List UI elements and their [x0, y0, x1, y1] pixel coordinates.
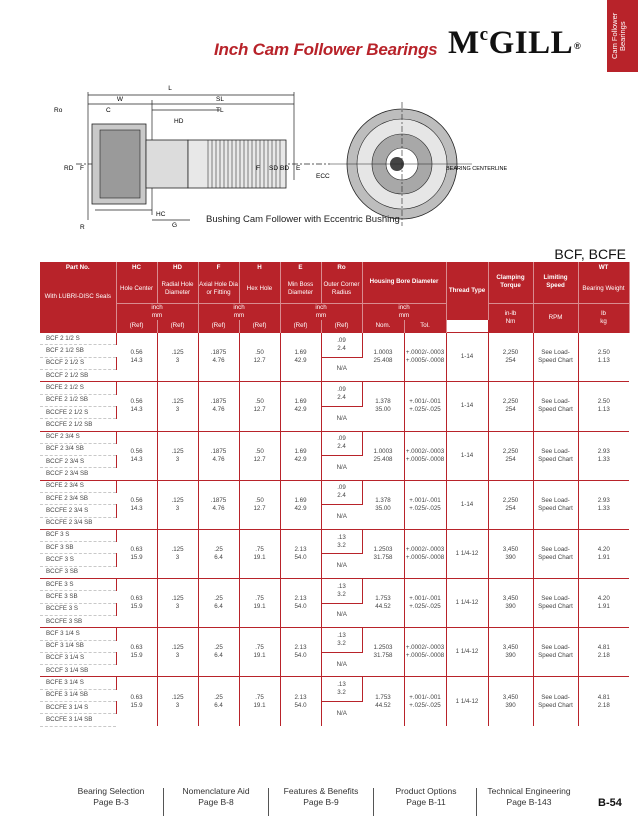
footer-link[interactable]: [165, 786, 267, 820]
unit-hc-hd: inch mm: [116, 303, 198, 320]
cell-h: .50 12.7: [239, 431, 280, 480]
cell-nom: 1.378 35.00: [362, 480, 404, 529]
table-row: [40, 628, 629, 640]
logo-m: M: [448, 25, 480, 61]
cell-nom: 1.0003 25.408: [362, 431, 404, 480]
table-row: [40, 677, 629, 689]
cell-weight: 4.81 2.18: [578, 628, 629, 677]
cell-nom: 1.0003 25.408: [362, 333, 404, 382]
label-w: W: [116, 96, 124, 103]
footer-link-page: Page B-3: [93, 797, 129, 808]
part-number: BCFE 2 3/4 SB: [40, 492, 116, 504]
part-number: BCCF 3 1/4 S: [40, 652, 116, 664]
unit-weight: lb kg: [578, 303, 629, 333]
cell-weight: 4.20 1.91: [578, 579, 629, 628]
cell-ro-na: N/A: [336, 660, 347, 668]
part-number: BCFE 2 3/4 S: [40, 480, 116, 492]
unit-e-ro: inch mm: [280, 303, 362, 320]
part-number: BCF 3 SB: [40, 542, 116, 554]
cell-e: 1.69 42.9: [280, 333, 321, 382]
cell-e: 1.69 42.9: [280, 382, 321, 431]
cell-hc: 0.63 15.9: [116, 677, 157, 726]
cell-hc: 0.63 15.9: [116, 628, 157, 677]
label-c: C: [106, 107, 111, 114]
part-number: BCCF 2 1/2 S: [40, 357, 116, 369]
part-number: BCF 2 1/2 SB: [40, 345, 116, 357]
table-row: [40, 579, 629, 591]
cell-ro-na: N/A: [336, 611, 347, 619]
label-rd: RD: [64, 165, 74, 172]
part-number: BCFE 3 1/4 SB: [40, 689, 116, 701]
cell-h: .75 19.1: [239, 628, 280, 677]
part-number: BCCF 2 3/4 S: [40, 456, 116, 468]
unit-speed: RPM: [533, 303, 578, 333]
cell-thread: 1-14: [446, 480, 488, 529]
page-title: Inch Cam Follower Bearings: [214, 40, 438, 59]
cell-hd: .125 3: [157, 382, 198, 431]
cell-hd: .125 3: [157, 480, 198, 529]
cell-nom: 1.378 35.00: [362, 382, 404, 431]
part-number: BCCFE 3 1/4 S: [40, 702, 116, 714]
cell-hd: .125 3: [157, 431, 198, 480]
cell-hd: .125 3: [157, 628, 198, 677]
part-note: With LUBRI-DISC Seals: [40, 275, 116, 320]
cell-h: .50 12.7: [239, 333, 280, 382]
cell-torque: 3,450 390: [488, 579, 533, 628]
part-number: BCF 3 1/4 SB: [40, 640, 116, 652]
cell-weight: 2.93 1.33: [578, 431, 629, 480]
label-f-left: F: [80, 165, 84, 172]
cell-tol: +.0002/-.0003 +.0005/-.0008: [404, 333, 446, 382]
cell-f: .1875 4.76: [198, 382, 239, 431]
series-title: BCF, BCFE: [554, 246, 626, 262]
cell-ro-na: N/A: [336, 562, 347, 570]
logo-c: c: [479, 24, 489, 45]
footer-nav: [60, 786, 580, 820]
cell-ro-na: N/A: [336, 463, 347, 471]
part-number: BCCFE 3 SB: [40, 615, 116, 627]
label-tl: TL: [216, 107, 224, 114]
cell-thread: 1 1/4-12: [446, 579, 488, 628]
footer-link[interactable]: [375, 786, 477, 820]
part-number: BCFE 3 SB: [40, 591, 116, 603]
cell-nom: 1.2503 31.758: [362, 628, 404, 677]
cell-thread: 1-14: [446, 382, 488, 431]
ref-h: (Ref): [239, 320, 280, 333]
cell-hd: .125 3: [157, 333, 198, 382]
cell-ro: .09 2.4: [321, 480, 362, 505]
col-speed: Limiting Speed: [533, 262, 578, 303]
label-e: E: [296, 165, 301, 172]
col-thread: Thread Type: [446, 262, 488, 320]
label-sl: SL: [216, 96, 224, 103]
col-hc: HC: [116, 262, 157, 275]
cell-e: 2.13 54.0: [280, 628, 321, 677]
cell-hc: 0.56 14.3: [116, 382, 157, 431]
cell-f: .25 6.4: [198, 579, 239, 628]
cell-hd: .125 3: [157, 579, 198, 628]
cell-e: 1.69 42.9: [280, 431, 321, 480]
part-number: BCCF 3 SB: [40, 566, 116, 578]
cell-torque: 3,450 390: [488, 628, 533, 677]
part-number: BCCFE 2 1/2 SB: [40, 419, 116, 431]
footer-link-title: Nomenclature Aid: [182, 786, 250, 796]
part-number: BCCFE 2 1/2 S: [40, 406, 116, 418]
cell-ro-na: N/A: [336, 365, 347, 373]
table-row: [40, 382, 629, 394]
cell-hc: 0.56 14.3: [116, 480, 157, 529]
label-hc: HC: [156, 211, 166, 218]
cell-f: .25 6.4: [198, 529, 239, 578]
footer-link[interactable]: [270, 786, 372, 820]
cell-f: .1875 4.76: [198, 333, 239, 382]
cell-torque: 2,250 254: [488, 431, 533, 480]
footer-link-title: Features & Benefits: [283, 786, 359, 796]
label-g: G: [172, 222, 178, 229]
cell-speed: See Load- Speed Chart: [533, 628, 578, 677]
cell-tol: +.0002/-.0003 +.0005/-.0008: [404, 529, 446, 578]
cell-torque: 3,450 390: [488, 529, 533, 578]
cell-h: .75 19.1: [239, 529, 280, 578]
cell-ro: .13 3.2: [321, 628, 362, 653]
cell-nom: 1.2503 31.758: [362, 529, 404, 578]
cell-torque: 3,450 390: [488, 677, 533, 726]
footer-link-page: Page B-8: [198, 797, 234, 808]
table-row: [40, 480, 629, 492]
cell-ro-na: N/A: [336, 710, 347, 718]
cell-hc: 0.56 14.3: [116, 333, 157, 382]
footer-divider: [476, 788, 477, 816]
part-number: BCCF 2 1/2 SB: [40, 370, 116, 382]
page-number: B-54: [598, 797, 622, 809]
cell-speed: See Load- Speed Chart: [533, 529, 578, 578]
cell-weight: 4.20 1.91: [578, 529, 629, 578]
cell-hc: 0.56 14.3: [116, 431, 157, 480]
part-number: BCCF 3 1/4 SB: [40, 665, 116, 677]
cell-e: 2.13 54.0: [280, 677, 321, 726]
hdr-hd: Radial Hole Diameter: [157, 275, 198, 303]
col-housing: Housing Bore Diameter: [362, 262, 446, 303]
hdr-e: Min Boss Diameter: [280, 275, 321, 303]
part-number: BCF 2 3/4 SB: [40, 443, 116, 455]
col-part: Part No.: [40, 262, 116, 275]
part-number: BCFE 2 1/2 S: [40, 382, 116, 394]
cell-thread: 1 1/4-12: [446, 529, 488, 578]
cell-f: .25 6.4: [198, 677, 239, 726]
bearing-diagram: [40, 80, 510, 230]
part-number: BCCF 3 S: [40, 554, 116, 566]
cell-speed: See Load- Speed Chart: [533, 677, 578, 726]
cell-h: .50 12.7: [239, 382, 280, 431]
ref-nom: Nom.: [362, 320, 404, 333]
col-h: H: [239, 262, 280, 275]
cell-thread: 1-14: [446, 333, 488, 382]
cell-speed: See Load- Speed Chart: [533, 382, 578, 431]
cell-hd: .125 3: [157, 677, 198, 726]
cell-ro: .09 2.4: [321, 431, 362, 456]
part-number: BCF 2 3/4 S: [40, 431, 116, 443]
spec-table-body: [40, 333, 629, 727]
part-number: BCCF 2 3/4 SB: [40, 468, 116, 480]
cell-e: 2.13 54.0: [280, 579, 321, 628]
unit-housing: inch mm: [362, 303, 446, 320]
section-tab: [607, 0, 638, 72]
cell-h: .75 19.1: [239, 677, 280, 726]
cell-hc: 0.63 15.9: [116, 529, 157, 578]
ref-hc: (Ref): [116, 320, 157, 333]
cell-torque: 2,250 254: [488, 333, 533, 382]
col-wt: WT: [578, 262, 629, 275]
label-f-right: F: [256, 165, 260, 172]
cell-h: .75 19.1: [239, 579, 280, 628]
spec-table: [40, 262, 630, 727]
ref-hd: (Ref): [157, 320, 198, 333]
cell-ro: .13 3.2: [321, 677, 362, 702]
cell-tol: +.0002/-.0003 +.0005/-.0008: [404, 628, 446, 677]
cell-tol: +.001/-.001 +.025/-.025: [404, 579, 446, 628]
hdr-h: Hex Hole: [239, 275, 280, 303]
cell-thread: 1-14: [446, 431, 488, 480]
cell-hc: 0.63 15.9: [116, 579, 157, 628]
footer-link[interactable]: [60, 786, 162, 820]
cell-e: 1.69 42.9: [280, 480, 321, 529]
unit-f-h: inch mm: [198, 303, 280, 320]
cell-f: .1875 4.76: [198, 431, 239, 480]
cell-nom: 1.753 44.52: [362, 677, 404, 726]
cell-hd: .125 3: [157, 529, 198, 578]
part-number: BCF 3 1/4 S: [40, 628, 116, 640]
section-tab-label: Cam Follower Bearings: [610, 12, 627, 60]
hdr-weight: Bearing Weight: [578, 275, 629, 303]
col-e: E: [280, 262, 321, 275]
footer-link-page: Page B-11: [406, 797, 446, 808]
footer-link-page: Page B-143: [506, 797, 552, 808]
cell-ro: .09 2.4: [321, 333, 362, 358]
label-bd: BD: [280, 165, 290, 172]
cell-speed: See Load- Speed Chart: [533, 480, 578, 529]
footer-divider: [373, 788, 374, 816]
footer-link-title: Technical Engineering: [487, 786, 571, 796]
part-number: BCCFE 3 S: [40, 603, 116, 615]
table-row: [40, 529, 629, 541]
cell-f: .25 6.4: [198, 628, 239, 677]
table-row: [40, 431, 629, 443]
diagram-caption: Bushing Cam Follower with Eccentric Bushing: [206, 214, 400, 225]
col-torque: Clamping Torque: [488, 262, 533, 303]
label-ecc: ECC: [316, 173, 330, 180]
hdr-f: Axial Hole Dia or Fitting: [198, 275, 239, 303]
cell-ro: .13 3.2: [321, 529, 362, 554]
footer-link-title: Product Options: [395, 786, 457, 796]
part-number: BCF 2 1/2 S: [40, 333, 116, 345]
part-number: BCF 3 S: [40, 529, 116, 541]
cell-speed: See Load- Speed Chart: [533, 333, 578, 382]
label-l: L: [168, 85, 172, 92]
col-ro: Ro: [321, 262, 362, 275]
label-hd: HD: [174, 118, 184, 125]
ref-tol: Tol.: [404, 320, 446, 333]
cell-speed: See Load- Speed Chart: [533, 431, 578, 480]
cell-weight: 2.93 1.33: [578, 480, 629, 529]
footer-link-page: Page B-9: [303, 797, 339, 808]
part-number: BCCFE 2 3/4 S: [40, 505, 116, 517]
ref-e: (Ref): [280, 320, 321, 333]
hdr-ro: Outer Corner Radius: [321, 275, 362, 303]
ref-f: (Ref): [198, 320, 239, 333]
cell-tol: +.001/-.001 +.025/-.025: [404, 480, 446, 529]
cell-torque: 2,250 254: [488, 382, 533, 431]
footer-link-title: Bearing Selection: [77, 786, 145, 796]
part-number: BCCFE 2 3/4 SB: [40, 517, 116, 529]
cell-f: .1875 4.76: [198, 480, 239, 529]
cell-tol: +.0002/-.0003 +.0005/-.0008: [404, 431, 446, 480]
logo-gill: GILL: [488, 25, 574, 61]
cell-ro-na: N/A: [336, 513, 347, 521]
part-number: BCFE 3 1/4 S: [40, 677, 116, 689]
hdr-hc: Hole Center: [116, 275, 157, 303]
cell-thread: 1 1/4-12: [446, 628, 488, 677]
cell-torque: 2,250 254: [488, 480, 533, 529]
cell-tol: +.001/-.001 +.025/-.025: [404, 382, 446, 431]
cell-weight: 2.50 1.13: [578, 333, 629, 382]
label-r: R: [80, 224, 85, 230]
cell-ro-na: N/A: [336, 414, 347, 422]
part-number: BCCFE 3 1/4 SB: [40, 714, 116, 726]
footer-divider: [163, 788, 164, 816]
label-centerline: BEARING CENTERLINE: [446, 166, 508, 172]
table-row: [40, 333, 629, 345]
cell-ro: .13 3.2: [321, 579, 362, 604]
label-ro: Ro: [54, 107, 63, 114]
logo-registered: ®: [574, 41, 582, 51]
cell-tol: +.001/-.001 +.025/-.025: [404, 677, 446, 726]
ref-ro: (Ref): [321, 320, 362, 333]
ref-part: [40, 320, 116, 333]
col-hd: HD: [157, 262, 198, 275]
cell-e: 2.13 54.0: [280, 529, 321, 578]
col-f: F: [198, 262, 239, 275]
cell-speed: See Load- Speed Chart: [533, 579, 578, 628]
part-number: BCFE 3 S: [40, 579, 116, 591]
cell-ro: .09 2.4: [321, 382, 362, 407]
cell-h: .50 12.7: [239, 480, 280, 529]
unit-torque: in-lb Nm: [488, 303, 533, 333]
part-number: BCFE 2 1/2 SB: [40, 394, 116, 406]
footer-divider: [268, 788, 269, 816]
cell-weight: 2.50 1.13: [578, 382, 629, 431]
cell-thread: 1 1/4-12: [446, 677, 488, 726]
footer-link[interactable]: [478, 786, 580, 820]
label-sd: SD: [269, 165, 279, 172]
cell-nom: 1.753 44.52: [362, 579, 404, 628]
cell-weight: 4.81 2.18: [578, 677, 629, 726]
mcgill-logo: [448, 24, 581, 62]
